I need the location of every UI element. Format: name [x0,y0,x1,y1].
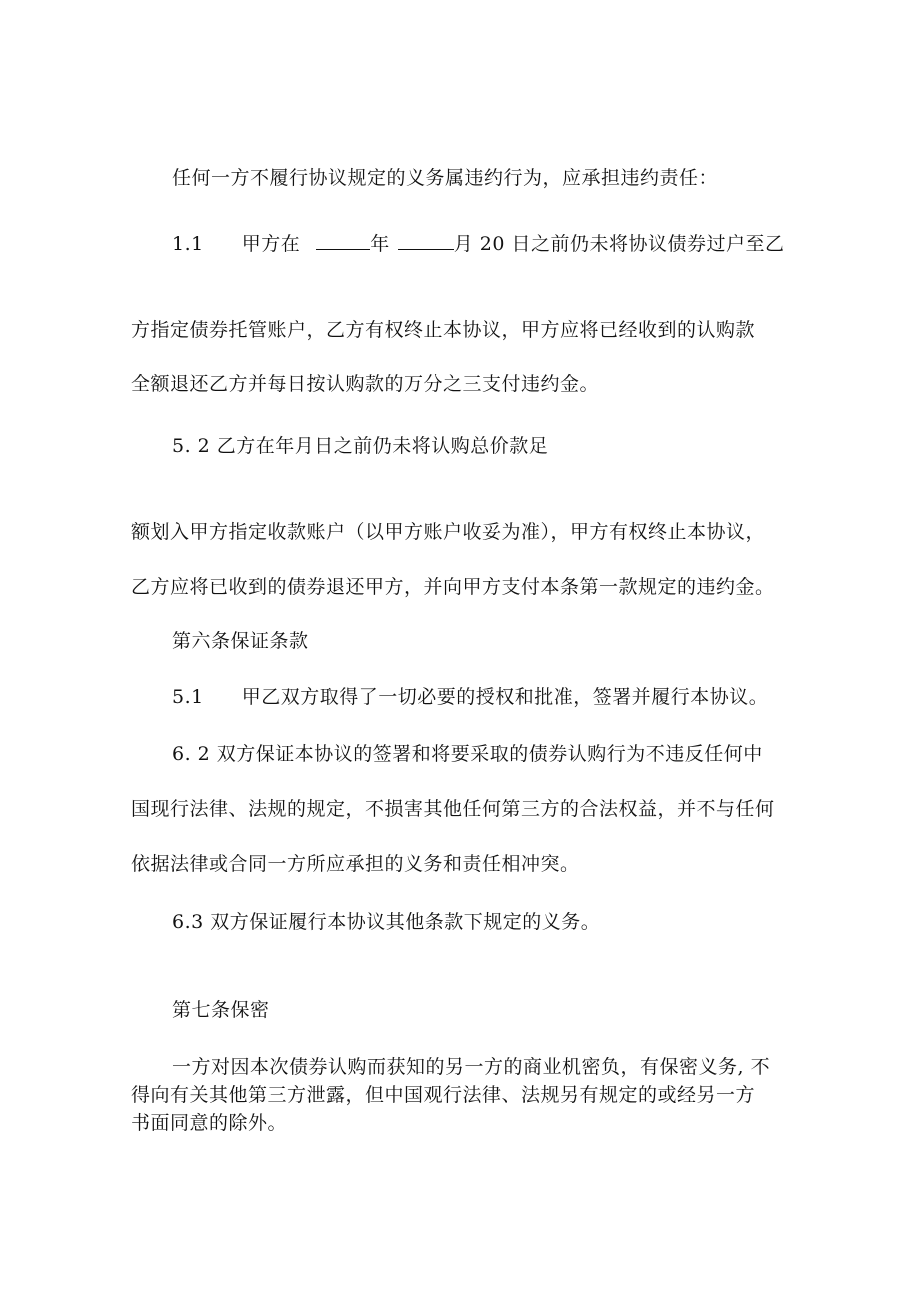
clause-text: 甲乙双方取得了一切必要的授权和批准，签署并履行本协议。 [241,686,769,708]
clause-text-cont: 月 20 日之前仍未将协议债券过户至乙 [453,233,785,255]
confidentiality-line-3: 书面同意的除外。 [131,1112,288,1134]
article-6-heading: 第六条保证条款 [172,630,309,652]
confidentiality-line-2: 得向有关其他第三方泄露，但中国观行法律、法规另有规定的或经另一方 [131,1084,756,1106]
clause-6-2-line-2: 国现行法律、法规的规定，不损害其他任何第三方的合法权益，并不与任何 [131,798,775,820]
year-label: 年 [370,233,390,255]
clause-5-2-line-2: 额划入甲方指定收款账户（以甲方账户收妥为准），甲方有权终止本协议， [131,521,766,543]
clause-5-2-line-1: 5. 2 乙方在年月日之前仍未将认购总价款足 [172,435,549,457]
clause-1-1-line-3: 全额退还乙方并每日按认购款的万分之三支付违约金。 [131,373,600,395]
confidentiality-line-1: 一方对因本次债券认购而获知的另一方的商业机密负，有保密义务, 不 [172,1056,771,1078]
clause-5-2-line-3: 乙方应将已收到的债券退还甲方，并向甲方支付本条第一款规定的违约金。 [131,576,775,598]
article-7-heading: 第七条保密 [172,999,270,1021]
clause-6-3: 6.3 双方保证履行本协议其他条款下规定的义务。 [172,911,601,933]
clause-text: 甲方在 [241,233,301,255]
clause-5-1 [172,685,768,709]
clause-1-1-line-2: 方指定债券托管账户，乙方有权终止本协议，甲方应将已经收到的认购款 [131,319,756,341]
month-blank [398,231,454,250]
breach-intro: 任何一方不履行协议规定的义务属违约行为，应承担违约责任： [172,167,719,189]
clause-number: 1.1 [172,233,204,255]
clause-1-1-line-1 [172,231,785,256]
clause-6-2-line-1: 6. 2 双方保证本协议的签署和将要采取的债券认购行为不违反任何中 [172,743,763,765]
clause-6-2-line-3: 依据法律或合同一方所应承担的义务和责任相冲突。 [131,853,580,875]
year-blank [316,231,370,250]
clause-number: 5.1 [172,686,204,708]
